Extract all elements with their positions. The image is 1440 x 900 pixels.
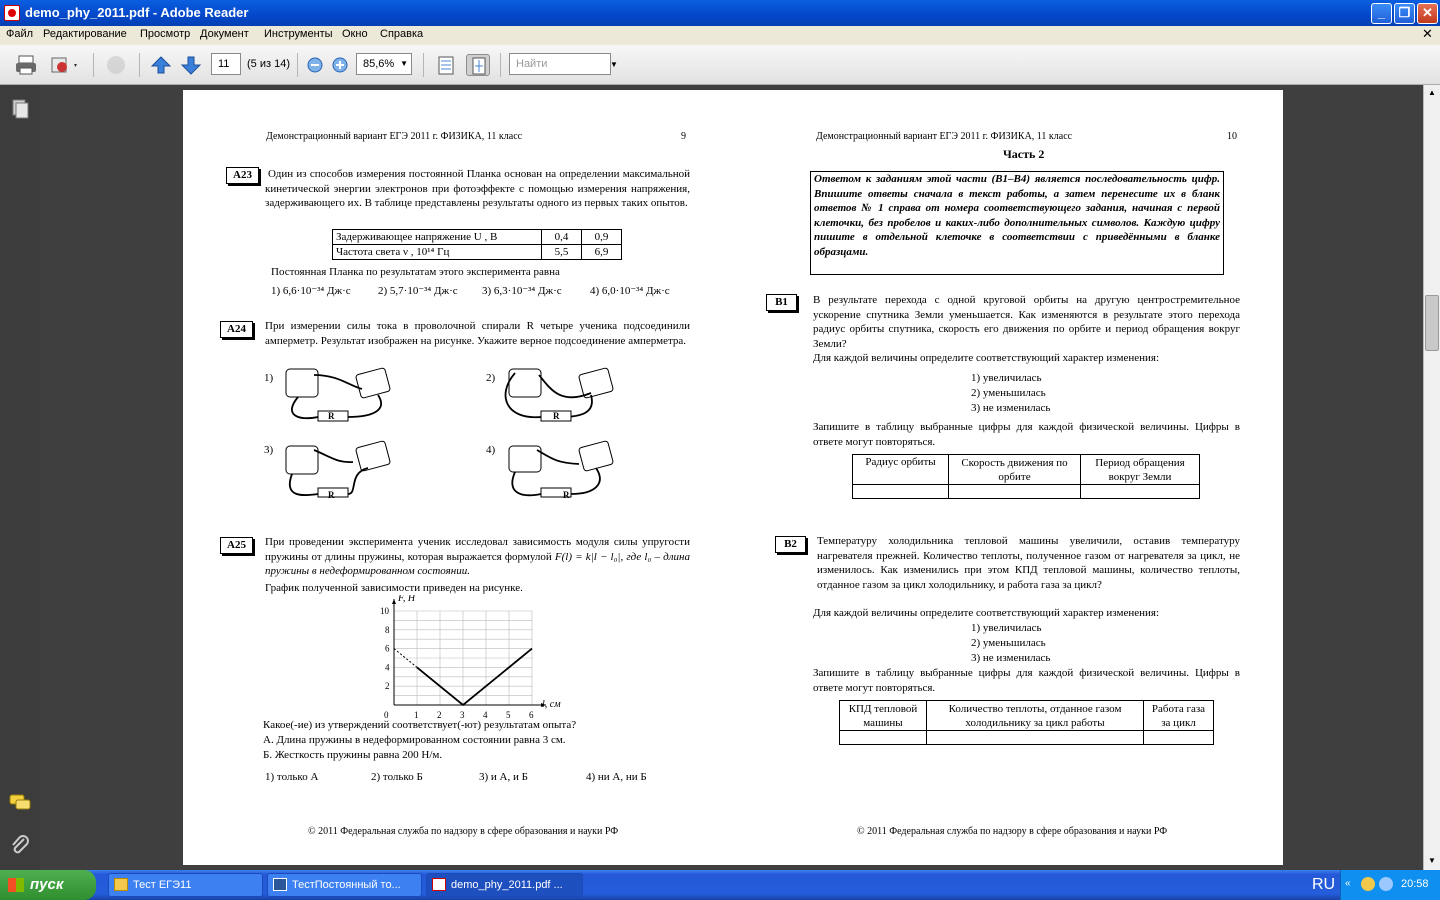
b2-choice: 2) уменьшилась	[971, 637, 1046, 649]
y-tick-label: 2	[385, 681, 390, 692]
zoom-value: 85,6%	[363, 58, 395, 70]
windows-logo-icon	[8, 878, 24, 892]
show-hidden-icon[interactable]: «	[1345, 878, 1351, 889]
a25-statement-b: Б. Жесткость пружины равна 200 Н/м.	[263, 749, 443, 761]
circuit-figure-4	[501, 438, 621, 500]
menu-tools[interactable]: Инструменты	[264, 28, 333, 40]
table-cell: 0,9	[582, 230, 622, 245]
scroll-down-icon[interactable]: ▼	[1428, 856, 1436, 865]
y-tick-label: 6	[385, 643, 390, 654]
y-axis-label: F, Н	[398, 595, 416, 604]
a25-option: 2) только Б	[371, 771, 423, 783]
taskbar-label: ТестПостоянный то...	[292, 879, 401, 891]
y-axis-arrow	[392, 599, 396, 604]
answer-cell[interactable]	[927, 731, 1144, 745]
a24-text: При измерении силы тока в проволочной спирали R четыре ученика подсоединили амперметр. Результат изображен на рисунке. Укажите верное подсоединение амперметра.	[265, 320, 690, 347]
document-area	[40, 85, 1423, 870]
fit-page-icon[interactable]	[466, 54, 490, 76]
pages-icon[interactable]	[10, 98, 30, 120]
taskbar	[0, 870, 1440, 900]
chevron-down-icon: ▼	[400, 59, 408, 68]
table-header: Работа газа за цикл	[1144, 701, 1214, 731]
b2-prompt: Для каждой величины определите соответствующий характер изменения:	[813, 607, 1160, 619]
search-options-icon[interactable]: ▼	[610, 60, 618, 69]
close-button[interactable]: ✕	[1417, 3, 1438, 24]
a25-option: 3) и А, и Б	[479, 771, 528, 783]
b1-text: В результате перехода с одной круговой орбиты на другую центростремительное ускорение спутника Земли уменьшается. Как изменяются в результате этого перехода радиус орбиты спутника, скорость его движения по орбите и период обращения вокруг Земли?	[813, 294, 1240, 350]
taskbar-item-folder[interactable]	[108, 873, 263, 897]
title-bar	[0, 0, 1440, 26]
x-tick-label: 6	[529, 710, 534, 720]
page-count: (5 из 14)	[247, 58, 290, 70]
table-header: КПД тепловой машины	[840, 701, 927, 731]
table-header: Радиус орбиты	[853, 455, 949, 485]
x-tick-label: 3	[460, 710, 465, 720]
attachment-icon[interactable]	[8, 833, 32, 857]
x-tick-label: 5	[506, 710, 511, 720]
pdf-icon	[432, 878, 446, 891]
menu-close-icon[interactable]: ✕	[1422, 26, 1433, 41]
b1-choice: 1) увеличилась	[971, 372, 1042, 384]
table-cell: 5,5	[542, 245, 582, 260]
minimize-button[interactable]: _	[1371, 3, 1392, 24]
page-number: 9	[681, 131, 686, 142]
answer-cell[interactable]	[840, 731, 927, 745]
maximize-button[interactable]: ❐	[1394, 3, 1415, 24]
a25-option: 1) только А	[265, 771, 319, 783]
force-length-chart	[368, 595, 568, 720]
navigation-panel	[0, 85, 40, 870]
x-tick-label: 4	[483, 710, 488, 720]
a25-text-2: График полученной зависимости приведен на рисунке.	[265, 582, 523, 594]
table-cell: Задерживающее напряжение U , В	[333, 230, 542, 245]
figure-label: 1)	[264, 372, 274, 384]
part2-instruction: Ответом к заданиям этой части (В1–В4) является последовательность цифр. Впишите ответы сначала в текст работы, а затем перенесите их в бланк ответов № 1 справа от номера соответствующего задания, начиная с первой клеточки, без пробелов и каких-либо дополнительных символов. Каждую цифру пишите в отдельной клеточке в соответствии с приведёнными в бланке образцами.	[810, 171, 1224, 275]
table-cell: 0,4	[542, 230, 582, 245]
circuit-figure-2	[501, 365, 621, 425]
circuit-figure-1	[278, 365, 398, 425]
menu-edit[interactable]: Редактирование	[43, 28, 127, 40]
page-number: 10	[1227, 131, 1237, 142]
b2-instruction: Запишите в таблицу выбранные цифры для каждой физической величины. Цифры в ответе могут повторяться.	[813, 667, 1240, 694]
menu-window[interactable]: Окно	[342, 28, 368, 40]
table-header: Количество теплоты, отданное газом холодильнику за цикл работы	[927, 701, 1144, 731]
zoom-out-icon[interactable]	[305, 54, 329, 76]
a25-option: 4) ни А, ни Б	[586, 771, 647, 783]
language-indicator[interactable]: RU	[1312, 876, 1336, 893]
menu-file[interactable]: Файл	[6, 28, 34, 40]
menu-document[interactable]: Документ	[200, 28, 249, 40]
b2-text: Температуру холодильника тепловой машины увеличили, оставив температуру нагревателя прежней. Количество теплоты, полученное газом от нагревателя за цикл, не изменилось. Как изменились при этом КПД тепловой машины, количество теплоты, отданное газом за цикл холодильнику, и работа газа за цикл?	[817, 535, 1240, 591]
x-tick-label: 1	[414, 710, 419, 720]
folder-icon	[114, 878, 128, 891]
table-cell: 6,9	[582, 245, 622, 260]
page-footer: © 2011 Федеральная служба по надзору в сфере образования и науки РФ	[857, 826, 1168, 837]
task-label-a25: А25	[220, 537, 253, 554]
menu-view[interactable]: Просмотр	[140, 28, 191, 40]
start-button[interactable]	[0, 870, 96, 900]
resistor-label: R	[553, 411, 560, 421]
zoom-select[interactable]	[356, 53, 412, 75]
pdf-page-right	[733, 90, 1283, 865]
pdf-page-left	[183, 90, 733, 865]
task-label-a24: А24	[220, 321, 253, 338]
a23-data-table	[332, 229, 622, 260]
start-label: пуск	[30, 876, 64, 893]
taskbar-label: Тест ЕГЭ11	[133, 879, 192, 891]
a25-question: Какое(-ие) из утверждений соответствует(-ют) результатам опыта?	[263, 719, 577, 731]
taskbar-label: demo_phy_2011.pdf ...	[451, 879, 563, 891]
taskbar-item-reader[interactable]	[426, 873, 583, 897]
task-label-b2: В2	[775, 536, 806, 553]
resistor-label: R	[328, 490, 335, 500]
a25-statement-a: А. Длина пружины в недеформированном состоянии равна 3 см.	[263, 734, 566, 746]
page-header: Демонстрационный вариант ЕГЭ 2011 г. ФИЗИКА, 11 класс	[266, 131, 523, 142]
a23-text: Один из способов измерения постоянной Планка основан на определении максимальной кинетической энергии электронов при фотоэффекте с помощью измерения напряжения, задерживающего их. В таблице представлены результаты одного из первых таких опытов.	[265, 168, 690, 210]
adobe-reader-icon	[4, 5, 20, 21]
answer-cell[interactable]	[1144, 731, 1214, 745]
figure-label: 3)	[264, 444, 274, 456]
next-page-icon[interactable]	[179, 54, 203, 76]
x-tick-label: 2	[437, 710, 442, 720]
taskbar-item-word[interactable]	[267, 873, 422, 897]
page-footer: © 2011 Федеральная служба по надзору в сфере образования и науки РФ	[308, 826, 619, 837]
figure-label: 2)	[486, 372, 496, 384]
y-tick-label: 10	[380, 606, 389, 616]
a25-text-1: При проведении эксперимента ученик исследовал зависимость модуля силы упругости пружины от длины пружины, которая выражается формулой	[265, 536, 690, 563]
hand-icon[interactable]	[104, 54, 128, 76]
attach-tools-icon[interactable]	[50, 54, 74, 76]
comments-icon[interactable]	[8, 792, 32, 812]
a23-option: 1) 6,6·10⁻³⁴ Дж·с	[271, 285, 351, 297]
task-label-b1: В1	[766, 294, 797, 311]
answer-cell[interactable]	[1081, 485, 1200, 499]
toolbar	[0, 45, 1440, 85]
prev-page-icon[interactable]	[149, 54, 173, 76]
window-title: demo_phy_2011.pdf - Adobe Reader	[25, 5, 249, 20]
x-tick-label: 0	[384, 710, 389, 720]
answer-cell[interactable]	[949, 485, 1081, 499]
fit-width-icon[interactable]	[434, 54, 458, 76]
a23-question: Постоянная Планка по результатам этого эксперимента равна	[271, 266, 560, 278]
word-icon	[273, 878, 287, 891]
b1-instruction: Запишите в таблицу выбранные цифры для каждой физической величины. Цифры в ответе могут повторяться.	[813, 421, 1240, 448]
b1-choice: 2) уменьшилась	[971, 387, 1046, 399]
b2-choice: 1) увеличилась	[971, 622, 1042, 634]
task-label-a23: А23	[226, 167, 259, 184]
b2-answer-table	[839, 700, 1214, 745]
system-tray	[1340, 870, 1440, 900]
table-cell: Частота света ν , 10¹⁴ Гц	[333, 245, 542, 260]
part-title: Часть 2	[1003, 147, 1045, 161]
print-icon[interactable]	[14, 54, 38, 76]
table-header: Скорость движения по орбите	[949, 455, 1081, 485]
resistor-label: R	[328, 411, 335, 421]
a23-option: 4) 6,0·10⁻³⁴ Дж·с	[590, 285, 670, 297]
resistor-label: R	[563, 490, 570, 500]
clock: 20:58	[1401, 878, 1429, 890]
a23-option: 3) 6,3·10⁻³⁴ Дж·с	[482, 285, 562, 297]
y-tick-label: 4	[385, 662, 390, 673]
tray-app-icon[interactable]	[1361, 877, 1375, 891]
b2-choice: 3) не изменилась	[971, 652, 1051, 664]
menu-bar	[0, 26, 1440, 45]
b1-choice: 3) не изменилась	[971, 402, 1051, 414]
a25-formula: F(l) = k|l − l₀|, где l₀ – длина пружины в недеформированном состоянии.	[265, 550, 690, 578]
answer-cell[interactable]	[853, 485, 949, 499]
page-header: Демонстрационный вариант ЕГЭ 2011 г. ФИЗИКА, 11 класс	[816, 131, 1073, 142]
page-number-input[interactable]: 11	[211, 53, 241, 75]
x-axis-label: l, см	[542, 699, 561, 710]
a25-text	[265, 535, 690, 579]
vertical-scrollbar[interactable]	[1423, 85, 1440, 870]
volume-icon[interactable]	[1379, 877, 1393, 891]
zoom-in-icon[interactable]	[330, 54, 354, 76]
search-input[interactable]: Найти	[509, 53, 611, 75]
a23-option: 2) 5,7·10⁻³⁴ Дж·с	[378, 285, 458, 297]
scroll-up-icon[interactable]: ▲	[1428, 88, 1436, 97]
y-tick-label: 8	[385, 624, 390, 635]
scroll-thumb[interactable]	[1425, 295, 1439, 351]
b1-answer-table	[852, 454, 1200, 499]
circuit-figure-3	[278, 438, 398, 498]
figure-label: 4)	[486, 444, 496, 456]
menu-help[interactable]: Справка	[380, 28, 424, 40]
b1-prompt: Для каждой величины определите соответствующий характер изменения:	[813, 352, 1160, 364]
table-header: Период обращения вокруг Земли	[1081, 455, 1200, 485]
